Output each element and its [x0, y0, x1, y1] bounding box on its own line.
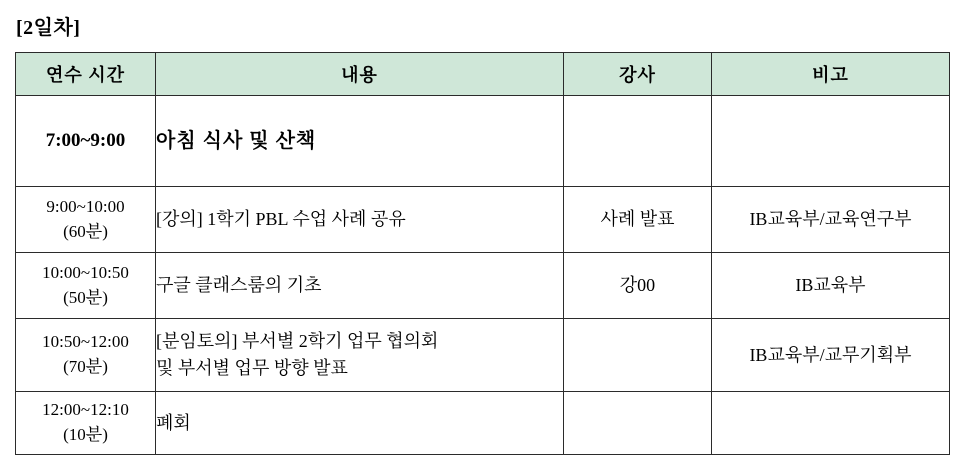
time-range: 9:00~10:00	[46, 196, 125, 216]
cell-note: IB교육부/교무기획부	[712, 319, 950, 392]
time-duration: (10분)	[63, 425, 108, 444]
content-line: 폐회	[156, 412, 191, 433]
cell-instructor: 사례 발표	[564, 187, 712, 253]
cell-time	[16, 253, 156, 319]
table-row	[16, 187, 950, 253]
schedule-table	[15, 52, 950, 455]
cell-note	[712, 392, 950, 455]
cell-content	[156, 187, 564, 253]
content-line: 아침 식사 및 산책	[156, 130, 317, 152]
table-row	[16, 392, 950, 455]
cell-time	[16, 319, 156, 392]
column-header-time: 연수 시간	[16, 53, 156, 96]
cell-time	[16, 392, 156, 455]
cell-content	[156, 96, 564, 187]
cell-instructor	[564, 96, 712, 187]
time-range: 10:50~12:00	[42, 332, 129, 352]
time-range: 10:00~10:50	[42, 262, 129, 282]
column-header-note: 비고	[712, 53, 950, 96]
cell-time	[16, 96, 156, 187]
cell-content	[156, 253, 564, 319]
page-title: [2일차]	[16, 17, 81, 39]
cell-note: IB교육부/교육연구부	[712, 187, 950, 253]
time-duration: (70분)	[63, 357, 108, 376]
time-range: 7:00~9:00	[45, 130, 126, 152]
time-range: 12:00~12:10	[42, 400, 129, 420]
cell-instructor	[564, 319, 712, 392]
content-line: [강의] 1학기 PBL 수업 사례 공유	[156, 209, 406, 229]
cell-instructor	[564, 392, 712, 455]
table-row	[16, 253, 950, 319]
content-line: [분임토의] 부서별 2학기 업무 협의회	[156, 331, 439, 351]
cell-instructor: 강00	[564, 253, 712, 319]
time-duration: (60분)	[63, 221, 108, 241]
content-line: 구글 클래스룸의 기초	[156, 275, 322, 295]
table-body	[16, 96, 950, 455]
table-row	[16, 319, 950, 392]
time-duration: (50분)	[63, 287, 108, 307]
column-header-instructor: 강사	[564, 53, 712, 96]
table-row	[16, 96, 950, 187]
cell-content	[156, 319, 564, 392]
column-header-content: 내용	[156, 53, 564, 96]
cell-note: IB교육부	[712, 253, 950, 319]
cell-note	[712, 96, 950, 187]
cell-time	[16, 187, 156, 253]
content-line: 및 부서별 업무 방향 발표	[156, 358, 348, 378]
cell-content	[156, 392, 564, 455]
table-header	[16, 53, 950, 96]
table-header-row	[16, 53, 950, 96]
